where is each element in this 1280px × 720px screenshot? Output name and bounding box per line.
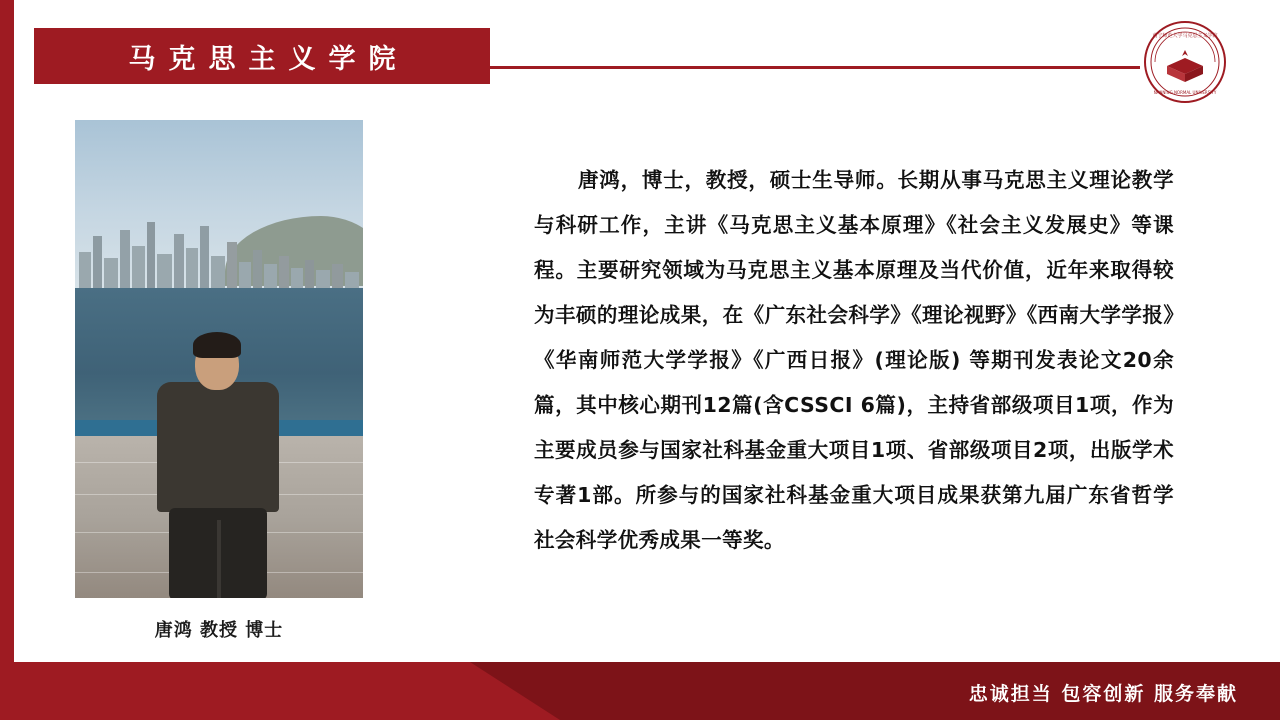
university-seal-icon	[1143, 20, 1227, 104]
photo-skyline	[75, 212, 363, 292]
footer-light-band	[0, 662, 560, 720]
photo-person-body	[157, 382, 279, 512]
portrait-photo	[75, 120, 363, 598]
svg-text:南宁师范大学马克思主义学院: 南宁师范大学马克思主义学院	[1152, 33, 1218, 39]
slide-footer	[0, 662, 1280, 720]
portrait-block	[75, 120, 375, 640]
slide-header	[14, 0, 1280, 120]
left-accent-bar	[0, 0, 14, 720]
portrait-caption: 唐鸿 教授 博士	[154, 620, 284, 641]
page-title: 马克思主义学院	[128, 43, 409, 75]
photo-person-leg-split	[217, 520, 221, 598]
footer-slogan: 忠诚担当 包容创新 服务奉献	[968, 683, 1238, 705]
photo-person-hair	[193, 332, 241, 358]
biography-text: 唐鸿，博士，教授，硕士生导师。长期从事马克思主义理论教学与科研工作，主讲《马克思主义基本原理》《社会主义发展史》等课程。主要研究领域为马克思主义基本原理及当代价值，近年来取得较为丰硕的理论成果，在《广东社会科学》《理论视野》《西南大学学报》《华南师范大学学报》《广西日报》(理论版) 等期刊发表论文20余篇，其中核心期刊12篇(含CSSCI 6篇)，主持省部级项目1项，作为主要成员参与国家社科基金重大项目1项、省部级项目2项，出版学术专著1部。所参与的国家社科基金重大项目成果获第九届广东省哲学社会科学优秀成果一等奖。	[534, 168, 1174, 552]
header-banner	[34, 28, 490, 84]
header-rule	[490, 66, 1140, 69]
svg-text:NANNING NORMAL UNIVERSITY: NANNING NORMAL UNIVERSITY	[1153, 90, 1217, 95]
